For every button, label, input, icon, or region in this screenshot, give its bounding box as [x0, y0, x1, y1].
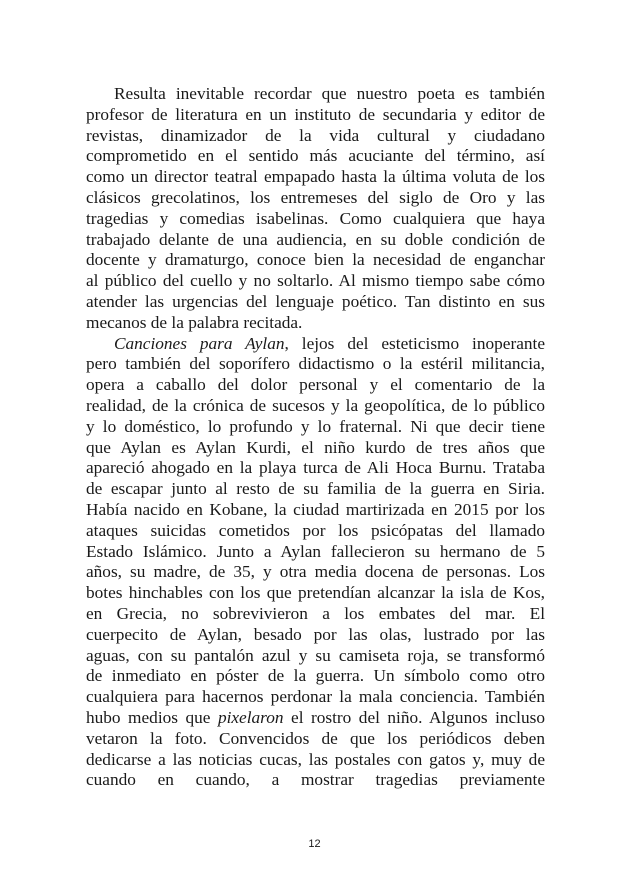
body-text — [86, 84, 545, 791]
text-line: opera a caballo del dolor personal y el comentario de la — [86, 375, 545, 395]
text-line: dedicarse a las noticias cucas, las postales con gatos y, muy de — [86, 749, 545, 769]
text-line: mecanos de la palabra recitada. — [86, 312, 303, 332]
text-line: clásicos grecolatinos, los entremeses del siglo de Oro y las — [86, 187, 545, 207]
text-line: vetaron la foto. Convencidos de que los periódicos deben — [86, 728, 545, 748]
text-line: docente y dramaturgo, conoce bien la necesidad de enganchar — [86, 250, 545, 270]
text-line: cuerpecito de Aylan, besado por las olas, lustrado por las — [86, 624, 545, 644]
text-line: profesor de literatura en un instituto de secundaria y editor de — [86, 104, 545, 124]
text-line: atender las urgencias del lenguaje poético. Tan distinto en sus — [86, 291, 545, 311]
text-line: cualquiera para hacernos perdonar la mala conciencia. También — [86, 687, 545, 707]
italic-word: pixelaron — [217, 707, 284, 727]
text-line: Estado Islámico. Junto a Aylan fallecieron su hermano de 5 — [86, 541, 545, 561]
text-line: Resulta inevitable recordar que nuestro poeta es también — [114, 84, 545, 103]
text-line: cuando en cuando, a mostrar tragedias previamente — [86, 770, 545, 790]
text-line — [86, 334, 545, 355]
text-line: y lo doméstico, lo profundo y lo fraternal. Ni que decir tiene — [86, 416, 545, 436]
text-line: en Grecia, no sobrevivieron a los embates del mar. El — [86, 603, 545, 623]
text-line: de inmediato en póster de la guerra. Un símbolo como otro — [86, 666, 545, 686]
text-line: comprometido en el sentido más acuciante del término, así — [86, 146, 545, 166]
page-number: 12 — [308, 838, 321, 850]
text-line: aguas, con su pantalón azul y su camiseta roja, se transformó — [86, 645, 545, 665]
text-line: trabajado delante de una audiencia, en su doble condición de — [86, 229, 545, 249]
text-line — [86, 708, 545, 729]
text-line: realidad, de la crónica de sucesos y la geopolítica, de lo público — [86, 395, 545, 415]
text-line: Había nacido en Kobane, la ciudad martirizada en 2015 por los — [86, 499, 545, 519]
text-segment: hubo medios que — [86, 707, 218, 727]
text-line: botes hinchables con los que pretendían alcanzar la isla de Kos, — [86, 583, 545, 603]
paragraph-2 — [86, 334, 545, 792]
text-line: como un director teatral empapado hasta la última voluta de los — [86, 167, 545, 187]
text-segment: , lejos del esteticismo inoperante — [284, 333, 545, 353]
text-segment: el rostro del niño. Algunos incluso — [283, 707, 545, 727]
text-line: años, su madre, de 35, y otra media docena de personas. Los — [86, 562, 545, 582]
book-title: Canciones para Aylan — [114, 333, 285, 353]
text-line: ataques suicidas cometidos por los psicópatas del llamado — [86, 520, 545, 540]
text-line: tragedias y comedias isabelinas. Como cualquiera que haya — [86, 208, 545, 228]
text-line: que Aylan es Aylan Kurdi, el niño kurdo de tres años que — [86, 437, 545, 457]
text-line: apareció ahogado en la playa turca de Ali Hoca Burnu. Trataba — [86, 458, 545, 478]
text-line: revistas, dinamizador de la vida cultural y ciudadano — [86, 125, 545, 145]
text-line: de escapar junto al resto de su familia de la guerra en Siria. — [86, 479, 545, 499]
text-line: al público del cuello y no soltarlo. Al mismo tiempo sabe cómo — [86, 271, 545, 291]
text-line: pero también del soporífero didactismo o la estéril militancia, — [86, 354, 545, 374]
paragraph-1 — [86, 84, 545, 334]
